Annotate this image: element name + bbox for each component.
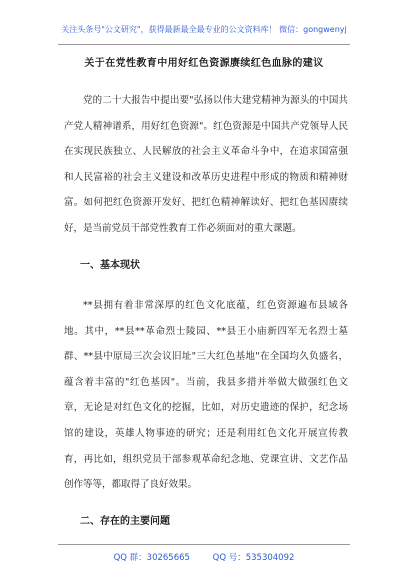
paragraph-status: **县拥有着非常深厚的红色文化底蕴，红色资源遍布县域各地。其中，**县**革命烈士陵园、**县王小庙新四军无名烈士墓群、**县中原局三次会议旧址"三大红色基地"在全国均久负盛名，蕴含着丰富的"红色基因"。当前，我县多措并举做大做强红色文章，无论是对红色文化的挖掘，比如，对历史遗迹的保护，纪念场馆的建设，英雄人物事迹的研究；还是利用红色文化开展宣传教育，再比如，组织党员干部参观革命纪念地、党课宣讲、文艺作品创作等等，都取得了良好效果。 — [64, 300, 348, 491]
footer-qq-group: QQ 群：30265665 — [113, 553, 190, 563]
section-heading-basic-status: 一、基本现状 — [80, 260, 140, 271]
footer-contacts — [0, 551, 408, 563]
paragraph-intro: 党的二十大报告中提出要"弘扬以伟大建党精神为源头的中国共产党人精神谱系，用好红色资源"。红色资源是中国共产党领导人民在实现民族独立、人民解放的社会主义革命斗争中，在追求国富强和人民富裕的社会主义建设和改革历史进程中形成的物质和精神财富。如何把红色资源开发好、把红色精神解读好、把红色基因赓续好，是当前党员干部党性教育工作必须面对的重大课题。 — [64, 95, 348, 234]
section-heading-main-problems: 二、存在的主要问题 — [80, 516, 170, 527]
header-divider — [58, 44, 350, 45]
intro-paragraph-block — [64, 88, 348, 242]
footer-divider — [58, 544, 350, 545]
footer-qq-number: QQ 号：535304092 — [212, 553, 295, 563]
document-title: 关于在党性教育中用好红色资源赓续红色血脉的建议 — [84, 58, 324, 69]
header-promo-note: 关注头条号"公文研究"，获得最新最全最专业的公文资料库！ 微信：gongwenyj — [61, 25, 347, 34]
status-paragraph-block — [64, 293, 348, 498]
